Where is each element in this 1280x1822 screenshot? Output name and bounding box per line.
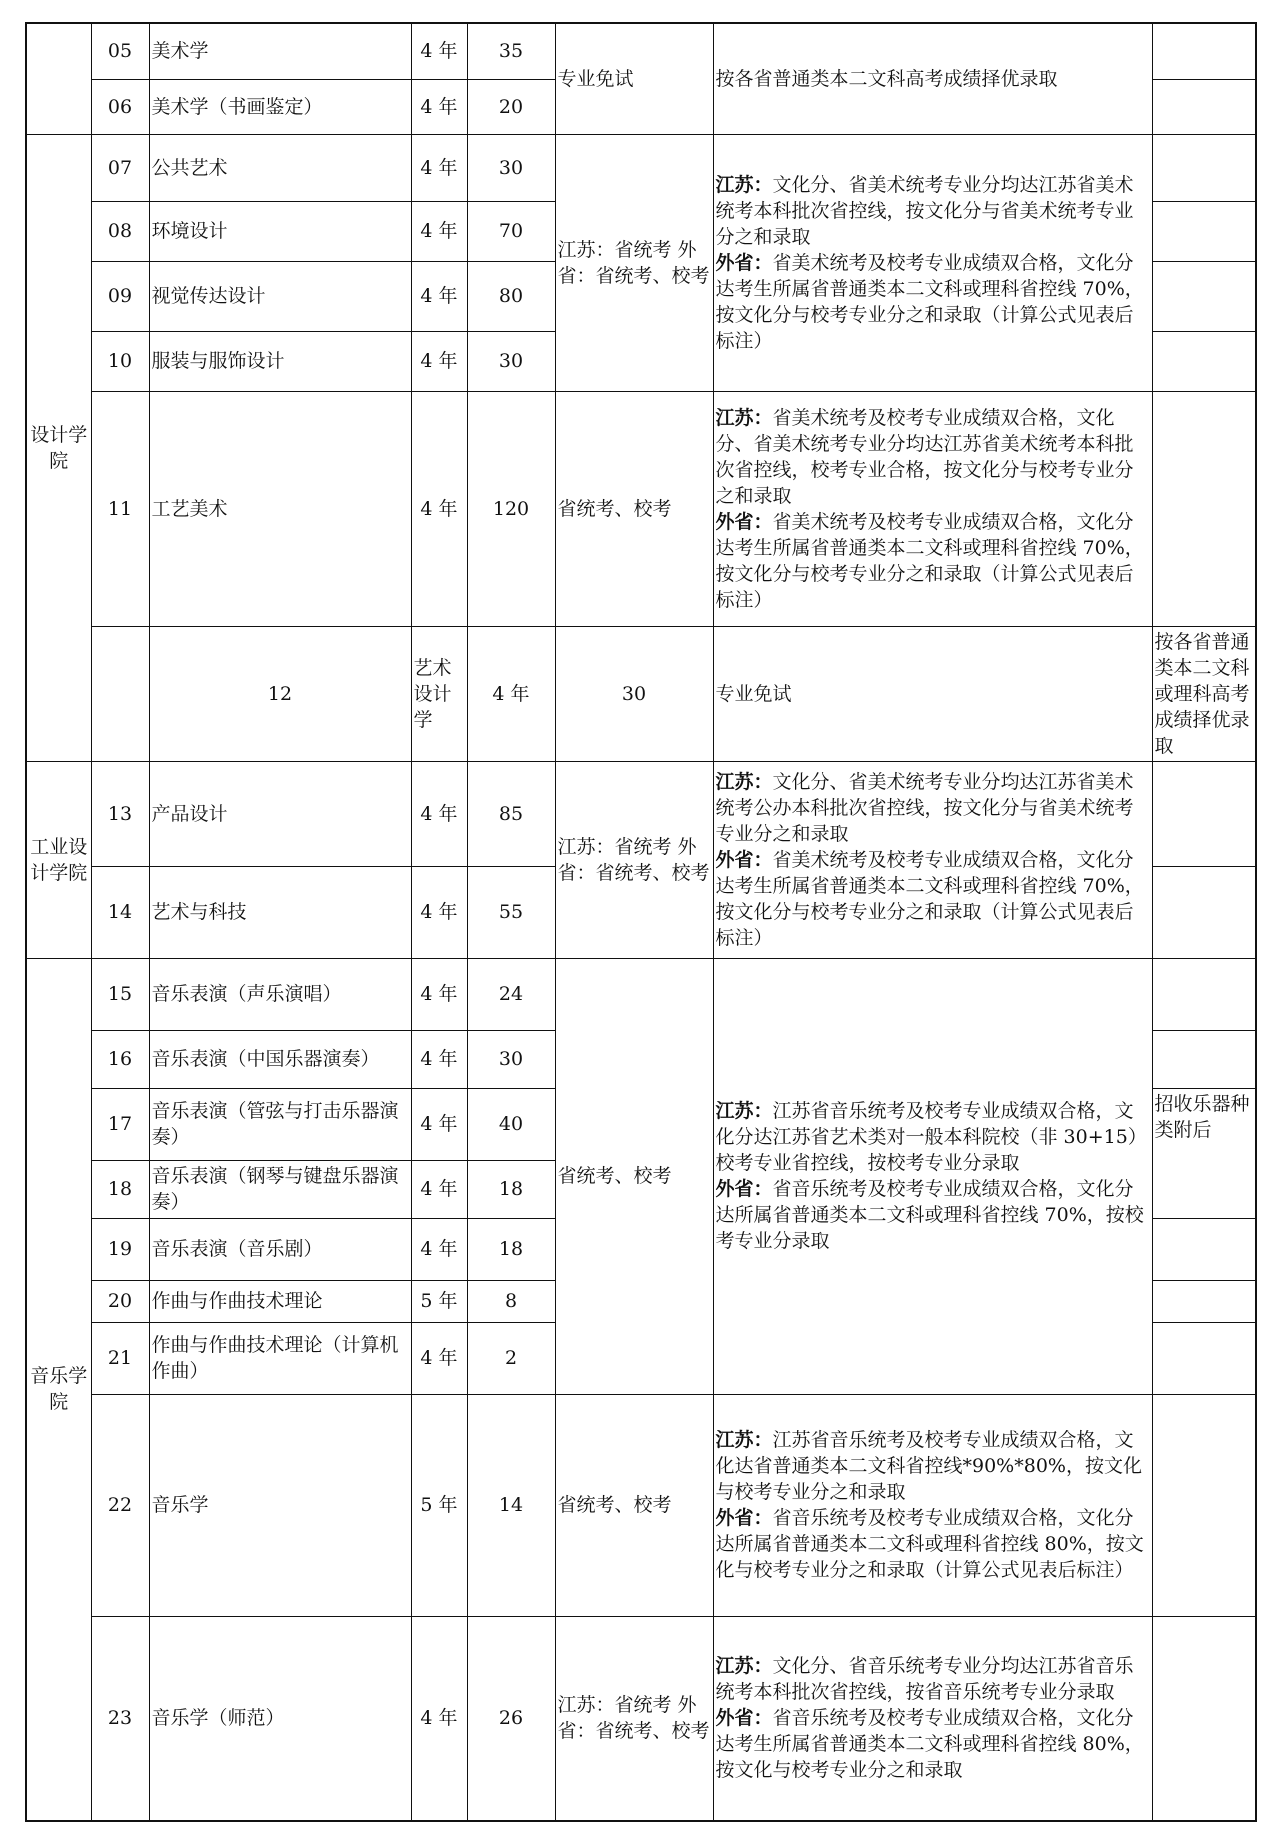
rule-text: 江苏省音乐统考及校考专业成绩双合格，文化达省普通类本二文科省控线*90%*80%，按文化与校考专业分之和录取: [715, 1429, 1142, 1503]
major-no: 12: [149, 626, 411, 761]
major-name: 美术学: [149, 23, 411, 79]
major-name: 音乐表演（音乐剧）: [149, 1218, 411, 1280]
remark-cell: [1152, 1218, 1256, 1280]
major-years: 4 年: [411, 761, 467, 866]
major-name: 作曲与作曲技术理论（计算机作曲）: [149, 1322, 411, 1394]
major-name: 视觉传达设计: [149, 261, 411, 331]
table-row: [26, 1616, 1256, 1821]
major-name: 工艺美术: [149, 391, 411, 626]
major-name: 音乐学（师范）: [149, 1616, 411, 1821]
remark-cell: [1152, 1394, 1256, 1616]
major-no: 15: [91, 958, 149, 1030]
admission-rule: [713, 1394, 1152, 1616]
college-name: 音乐学院: [26, 958, 91, 1821]
major-years: 4 年: [411, 23, 467, 79]
remark-cell: [1152, 1030, 1256, 1088]
region-label: 外省：: [715, 251, 773, 274]
major-years: 4 年: [411, 331, 467, 391]
table-row: [26, 23, 1256, 79]
major-name: 美术学（书画鉴定）: [149, 79, 411, 134]
major-years: 4 年: [411, 1218, 467, 1280]
major-plan: 18: [467, 1218, 555, 1280]
remark-cell: [1152, 79, 1256, 134]
rule-text: 文化分、省美术统考专业分均达江苏省美术统考本科批次省控线，按文化分与省美术统考专业分之和录取: [715, 173, 1134, 248]
major-name: 公共艺术: [149, 134, 411, 201]
major-years: 4 年: [467, 626, 555, 761]
major-name: 音乐表演（钢琴与键盘乐器演奏）: [149, 1160, 411, 1218]
major-years: 4 年: [411, 1030, 467, 1088]
major-no: 22: [91, 1394, 149, 1616]
remark-cell: [1152, 1616, 1256, 1821]
remark-cell: [1152, 958, 1256, 1030]
major-plan: 26: [467, 1616, 555, 1821]
major-no: 07: [91, 134, 149, 201]
exam-method: 省统考、校考: [555, 958, 713, 1394]
region-label: 江苏：: [715, 173, 773, 196]
rule-text: 省美术统考及校考专业成绩双合格，文化分、省美术统考专业分均达江苏省美术统考本科批次省控线，校考专业合格，按文化分与校考专业分之和录取: [715, 406, 1134, 507]
major-plan: 30: [555, 626, 713, 761]
remark-cell: [1152, 761, 1256, 866]
remark-cell: [1152, 201, 1256, 261]
admission-rule: 按各省普通类本二文科或理科高考成绩择优录取: [1152, 626, 1256, 761]
admissions-table: [25, 22, 1257, 1822]
exam-method: 专业免试: [713, 626, 1152, 761]
rule-text: 文化分、省音乐统考专业分均达江苏省音乐统考本科批次省控线，按省音乐统考专业分录取: [715, 1655, 1134, 1704]
admission-rule: [713, 958, 1152, 1394]
admission-rule: [713, 1616, 1152, 1821]
remark-cell: [1152, 134, 1256, 201]
exam-method: 省统考、校考: [555, 391, 713, 626]
major-name: 音乐表演（声乐演唱）: [149, 958, 411, 1030]
major-years: 5 年: [411, 1394, 467, 1616]
college-cell-blank: [91, 626, 149, 761]
remark-cell: [1152, 261, 1256, 331]
remark-note: 招收乐器种类附后: [1152, 1088, 1256, 1218]
region-label: 外省：: [715, 1507, 773, 1529]
major-years: 4 年: [411, 201, 467, 261]
rule-text: 省美术统考及校考专业成绩双合格，文化分达考生所属省普通类本二文科或理科省控线 70%，按文化分与校考专业分之和录取（计算公式见表后标注）: [715, 251, 1144, 352]
major-years: 4 年: [411, 1160, 467, 1218]
major-name: 艺术与科技: [149, 866, 411, 958]
rule-text: 省美术统考及校考专业成绩双合格，文化分达考生所属省普通类本二文科或理科省控线 70%，按文化分与校考专业分之和录取（计算公式见表后标注）: [715, 510, 1144, 611]
remark-cell: [1152, 1322, 1256, 1394]
major-plan: 85: [467, 761, 555, 866]
major-plan: 24: [467, 958, 555, 1030]
college-name: 设计学院: [26, 134, 91, 761]
major-no: 11: [91, 391, 149, 626]
major-years: 4 年: [411, 866, 467, 958]
table-row: [26, 626, 1256, 761]
table-row: [26, 761, 1256, 866]
remark-cell: [1152, 866, 1256, 958]
major-name: 产品设计: [149, 761, 411, 866]
major-name: 音乐表演（管弦与打击乐器演奏）: [149, 1088, 411, 1160]
college-cell-blank: [26, 23, 91, 134]
major-no: 08: [91, 201, 149, 261]
major-no: 16: [91, 1030, 149, 1088]
major-years: 4 年: [411, 1322, 467, 1394]
major-plan: 8: [467, 1280, 555, 1322]
exam-method: 江苏：省统考 外省：省统考、校考: [555, 1616, 713, 1821]
major-plan: 30: [467, 134, 555, 201]
remark-cell: [1152, 1280, 1256, 1322]
major-years: 4 年: [411, 958, 467, 1030]
major-no: 23: [91, 1616, 149, 1821]
rule-text: 省音乐统考及校考专业成绩双合格，文化分达考生所属省普通类本二文科或理科省控线 80%，按文化与校考专业分之和录取: [715, 1707, 1144, 1782]
major-plan: 80: [467, 261, 555, 331]
admission-rule: [713, 761, 1152, 958]
rule-text: 江苏省音乐统考及校考专业成绩双合格，文化分达江苏省艺术类对一般本科院校（非 30+15）校考专业省控线，按校考专业分录取: [715, 1100, 1147, 1174]
table-row: [26, 391, 1256, 626]
major-name: 作曲与作曲技术理论: [149, 1280, 411, 1322]
major-years: 4 年: [411, 79, 467, 134]
remark-cell: [1152, 331, 1256, 391]
table-row: [26, 958, 1256, 1030]
table-row: [26, 134, 1256, 201]
major-no: 14: [91, 866, 149, 958]
major-no: 21: [91, 1322, 149, 1394]
major-name: 服装与服饰设计: [149, 331, 411, 391]
region-label: 外省：: [715, 1707, 773, 1730]
college-name: 工业设计学院: [26, 761, 91, 958]
major-no: 06: [91, 79, 149, 134]
region-label: 外省：: [715, 510, 773, 533]
exam-method: 江苏：省统考 外省：省统考、校考: [555, 134, 713, 391]
major-years: 4 年: [411, 1088, 467, 1160]
exam-method: 江苏：省统考 外省：省统考、校考: [555, 761, 713, 958]
major-plan: 2: [467, 1322, 555, 1394]
major-no: 19: [91, 1218, 149, 1280]
major-years: 4 年: [411, 261, 467, 331]
major-plan: 18: [467, 1160, 555, 1218]
major-plan: 35: [467, 23, 555, 79]
rule-text: 省美术统考及校考专业成绩双合格，文化分达考生所属省普通类本二文科或理科省控线 70%，按文化分与校考专业分之和录取（计算公式见表后标注）: [715, 848, 1144, 949]
major-no: 05: [91, 23, 149, 79]
major-name: 环境设计: [149, 201, 411, 261]
major-name: 艺术设计学: [411, 626, 467, 761]
region-label: 外省：: [715, 848, 773, 871]
remark-cell: [1152, 391, 1256, 626]
admission-rule: [713, 134, 1152, 391]
major-plan: 70: [467, 201, 555, 261]
major-no: 10: [91, 331, 149, 391]
major-plan: 20: [467, 79, 555, 134]
rule-text: 文化分、省美术统考专业分均达江苏省美术统考公办本科批次省控线，按文化分与省美术统考专业分之和录取: [715, 770, 1134, 845]
region-label: 江苏：: [715, 1655, 773, 1678]
major-name: 音乐表演（中国乐器演奏）: [149, 1030, 411, 1088]
region-label: 江苏：: [715, 1100, 773, 1122]
major-plan: 55: [467, 866, 555, 958]
major-years: 4 年: [411, 391, 467, 626]
major-no: 18: [91, 1160, 149, 1218]
major-name: 音乐学: [149, 1394, 411, 1616]
exam-method: 省统考、校考: [555, 1394, 713, 1616]
rule-text: 省音乐统考及校考专业成绩双合格，文化分达所属省普通类本二文科或理科省控线 80%，按文化与校考专业分之和录取（计算公式见表后标注）: [715, 1507, 1144, 1581]
region-label: 外省：: [715, 1178, 773, 1200]
exam-method: 专业免试: [555, 23, 713, 134]
admission-rule: [713, 391, 1152, 626]
major-no: 13: [91, 761, 149, 866]
admission-rule: 按各省普通类本二文科高考成绩择优录取: [713, 23, 1152, 134]
rule-text: 省音乐统考及校考专业成绩双合格，文化分达所属省普通类本二文科或理科省控线 70%，按校考专业分录取: [715, 1178, 1144, 1252]
remark-cell: [1152, 23, 1256, 79]
major-years: 4 年: [411, 134, 467, 201]
region-label: 江苏：: [715, 1429, 773, 1451]
major-years: 4 年: [411, 1616, 467, 1821]
major-no: 09: [91, 261, 149, 331]
region-label: 江苏：: [715, 770, 773, 793]
table-row: [26, 1394, 1256, 1616]
region-label: 江苏：: [715, 406, 773, 429]
major-plan: 120: [467, 391, 555, 626]
major-plan: 40: [467, 1088, 555, 1160]
major-no: 17: [91, 1088, 149, 1160]
major-plan: 14: [467, 1394, 555, 1616]
major-no: 20: [91, 1280, 149, 1322]
major-plan: 30: [467, 331, 555, 391]
major-years: 5 年: [411, 1280, 467, 1322]
major-plan: 30: [467, 1030, 555, 1088]
